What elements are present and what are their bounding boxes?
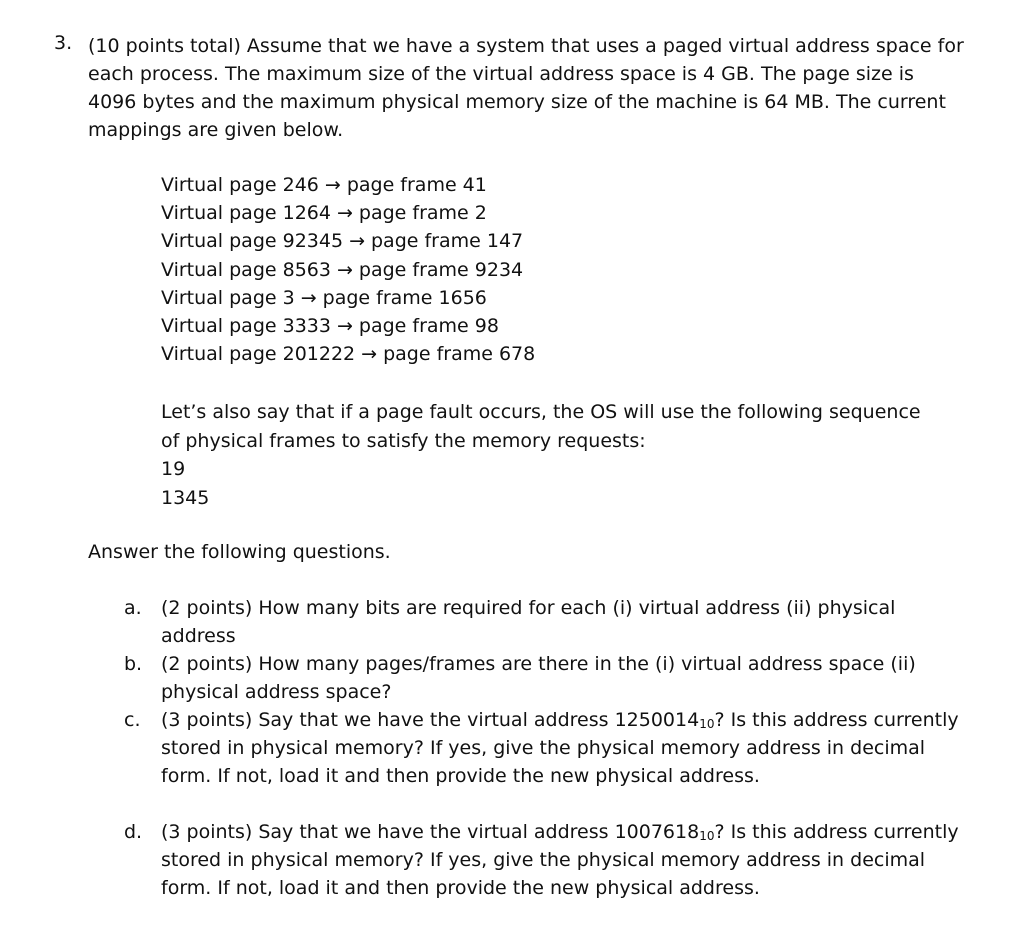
page-frame: page frame 9234 (358, 258, 524, 281)
part-a (124, 594, 964, 650)
part-d (124, 818, 964, 930)
virtual-page: Virtual page 1264 (161, 202, 331, 225)
question-intro: (10 points total) Assume that we have a system that uses a paged virtual address space for each process. The maximum size of the virtual address space is 4 GB. The page size is 4096 bytes and the maximum physical memory size of the machine is 64 MB. The current mappings are given below. (88, 35, 964, 141)
mapping-row (161, 199, 535, 227)
page-frame: page frame 1656 (322, 286, 487, 309)
virtual-page: Virtual page 246 (161, 174, 319, 196)
page-fault-section (161, 398, 921, 512)
mapping-row (161, 340, 535, 368)
part-text-start: (3 points) Say that we have the virtual address 1007618 (161, 821, 700, 843)
part-b (124, 650, 964, 706)
virtual-page: Virtual page 92345 (161, 230, 344, 253)
part-letter: b. (124, 653, 143, 675)
arrow-icon: → (336, 315, 353, 338)
mapping-row (161, 312, 535, 340)
page-frame: page frame 147 (370, 230, 524, 253)
radix-subscript: 10 (699, 829, 715, 843)
radix-subscript: 10 (699, 717, 715, 731)
fault-frame: 19 (161, 458, 186, 480)
part-text (161, 818, 964, 930)
part-text-start: (3 points) Say that we have the virtual address 1250014 (161, 709, 700, 731)
question-number: 3. (54, 32, 73, 54)
answer-intro: Answer the following questions. (88, 541, 391, 563)
page-frame: page frame 678 (383, 343, 536, 366)
page-frame: page frame 41 (346, 174, 487, 196)
mapping-row (161, 171, 535, 199)
part-letter: a. (124, 597, 142, 619)
page-mapping-list (161, 171, 535, 368)
virtual-page: Virtual page 3333 (161, 315, 331, 338)
page-fault-text: Let’s also say that if a page fault occurs, the OS will use the following sequence of physical frames to satisfy the memory requests: (161, 401, 921, 452)
mapping-row (161, 227, 535, 255)
page-frame: page frame 98 (358, 315, 499, 338)
part-text (161, 706, 964, 818)
part-text-end: ? Is this address currently stored in physical memory? If yes, give the physical memory address in decimal form. If not, load it and then provide the new physical address. (161, 821, 959, 899)
mapping-row (161, 284, 535, 312)
mapping-row (161, 256, 535, 284)
arrow-icon: → (324, 174, 341, 196)
question-parts (124, 594, 964, 930)
page-frame: page frame 2 (358, 202, 487, 225)
part-c (124, 706, 964, 818)
virtual-page: Virtual page 3 (161, 286, 295, 309)
arrow-icon: → (349, 230, 365, 253)
arrow-icon: → (336, 202, 353, 225)
virtual-page: Virtual page 8563 (161, 258, 331, 281)
part-text: (2 points) How many pages/frames are there in the (i) virtual address space (ii) physical address space? (161, 653, 916, 703)
arrow-icon: → (336, 258, 353, 281)
part-text: (2 points) How many bits are required for each (i) virtual address (ii) physical address (161, 597, 896, 647)
arrow-icon: → (300, 286, 317, 309)
question-3 (54, 32, 974, 144)
part-letter: c. (124, 709, 141, 731)
arrow-icon: → (361, 343, 378, 366)
part-letter: d. (124, 821, 143, 843)
fault-frame: 1345 (161, 486, 210, 509)
virtual-page: Virtual page 201222 (161, 343, 356, 366)
part-text-end: ? Is this address currently stored in physical memory? If yes, give the physical memory address in decimal form. If not, load it and then provide the new physical address. (161, 709, 959, 787)
